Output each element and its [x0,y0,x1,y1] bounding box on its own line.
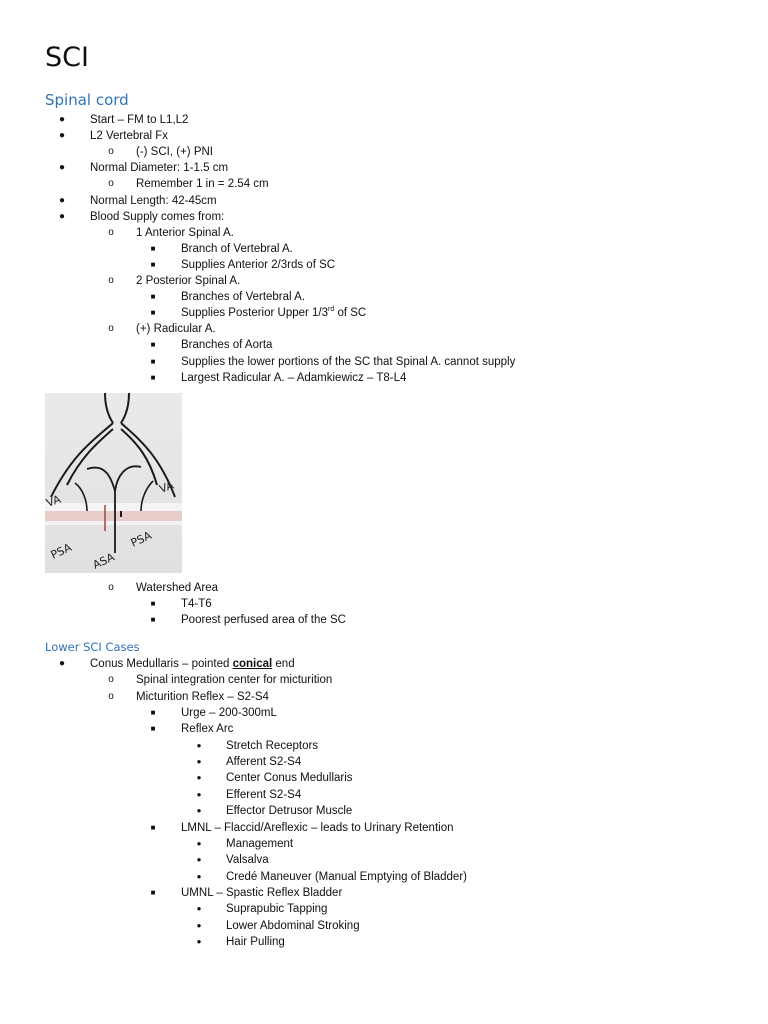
superscript: rd [328,306,335,314]
list-item [0,612,768,628]
bullet-marker: ■ [150,615,156,625]
list-item [0,144,768,160]
list-item-text: Credé Maneuver (Manual Emptying of Bladder) [226,870,467,883]
section-heading-spinal-cord: Spinal cord [45,91,129,109]
list-item [0,885,768,901]
list-item-text: Afferent S2-S4 [226,756,302,769]
list-item [0,820,768,836]
list-item [0,305,768,321]
list-item [0,321,768,337]
bullet-marker: ■ [150,708,156,718]
list-item-text: Supplies the lower portions of the SC that Spinal A. cannot supply [181,355,516,368]
list-item-text: Blood Supply comes from: [90,210,225,223]
list-item-text: Hair Pulling [226,935,285,948]
list-item-text: Urge – 200-300mL [181,707,277,720]
bullet-marker: ● [58,114,66,125]
artery-sketch-photo [45,393,182,573]
list-item [0,869,768,885]
section-heading-lower-sci-cases: Lower SCI Cases [45,640,140,654]
bullet-marker: ● [196,855,202,865]
list-item [0,738,768,754]
bullet-marker: o [108,674,114,686]
list-item [0,705,768,721]
bullet-marker: ■ [150,340,156,350]
sketch-label-asa: ASA [90,550,117,572]
bullet-marker: ● [196,806,202,816]
bullet-marker: o [108,226,114,238]
bullet-marker: ■ [150,372,156,382]
list-item [0,112,768,128]
list-item-text: T4-T6 [181,598,212,611]
bullet-marker: ● [196,838,202,848]
bullet-marker: o [108,323,114,335]
list-item [0,787,768,803]
bullet-marker: o [108,275,114,286]
list-item [0,225,768,241]
bullet-marker: ● [196,936,202,946]
list-item-text: Normal Diameter: 1-1.5 cm [90,162,229,175]
list-item-text: Lower Abdominal Stroking [226,919,360,932]
list-item-text: 2 Posterior Spinal A. [136,275,241,287]
bullet-marker: ■ [150,724,156,734]
list-item-text: 1 Anterior Spinal A. [136,226,234,239]
sketch-label-left-psa: PSA [48,540,74,562]
list-item-text: Efferent S2-S4 [226,788,302,801]
list-item [0,918,768,934]
list-item-text: Management [226,837,294,850]
bullet-marker: o [108,582,114,593]
list-item [0,934,768,950]
list-item [0,754,768,770]
bullet-marker: ● [58,194,66,206]
list-item-text: (+) Radicular A. [136,323,216,336]
list-item [0,803,768,819]
bullet-marker: ■ [150,259,156,269]
list-item [0,176,768,192]
list-item [0,337,768,353]
bullet-marker: ■ [150,292,156,302]
bullet-marker: o [108,146,114,158]
list-item [0,672,768,688]
list-item-text: Branches of Aorta [181,339,273,352]
list-item-text: Normal Length: 42-45cm [90,194,217,207]
list-item [0,689,768,705]
list-item-text: Valsalva [226,854,269,867]
list-item-text: Conus Medullaris – pointed conical end [90,658,295,670]
bullet-marker: ■ [150,887,156,897]
list-item [0,901,768,917]
bullet-marker: ● [58,658,66,669]
list-item [0,209,768,225]
list-item [0,580,768,596]
list-item [0,836,768,852]
list-item-text: UMNL – Spastic Reflex Bladder [181,886,343,899]
bullet-marker: ● [196,740,202,750]
artery-sketch-drawing [45,393,182,573]
bullet-marker: ● [58,210,66,222]
emphasized-word: conical [232,658,273,670]
bullet-marker: ● [58,130,66,142]
bullet-marker: ■ [150,822,156,832]
list-item [0,596,768,612]
bullet-marker: ■ [150,356,156,366]
list-item [0,370,768,386]
list-item-text: Spinal integration center for micturition [136,674,333,687]
bullet-marker: ■ [150,599,156,609]
bullet-marker: ■ [150,308,156,318]
list-item-text: Effector Detrusor Muscle [226,805,353,818]
page-title: SCI [45,42,89,73]
list-item [0,273,768,289]
list-item-text: (-) SCI, (+) PNI [136,146,213,159]
list-item-text: Remember 1 in = 2.54 cm [136,178,269,191]
sketch-label-right-va: VA [157,478,176,496]
bullet-marker: ■ [150,243,156,253]
list-item-text: Watershed Area [136,582,219,594]
list-item-text: L2 Vertebral Fx [90,130,168,143]
list-item-text: Branch of Vertebral A. [181,242,293,255]
list-item [0,721,768,737]
list-item [0,160,768,176]
list-item-text: Stretch Receptors [226,739,319,752]
bullet-marker: ● [196,904,202,914]
sketch-label-left-va: VA [45,492,63,510]
list-item [0,257,768,273]
list-item-text: Supplies Posterior Upper 1/3rd of SC [181,306,367,320]
list-item [0,770,768,786]
list-item [0,289,768,305]
bullet-marker: ● [196,789,202,799]
bullet-marker: o [108,690,114,702]
list-item-text: Poorest perfused area of the SC [181,614,346,627]
list-item-text: Branches of Vertebral A. [181,291,306,304]
list-item [0,193,768,209]
list-item-text: Supplies Anterior 2/3rds of SC [181,258,336,271]
bullet-marker: o [108,178,114,190]
list-item [0,128,768,144]
list-item-text: Suprapubic Tapping [226,903,328,916]
list-item [0,354,768,370]
list-item-text: LMNL – Flaccid/Areflexic – leads to Urinary Retention [181,821,454,834]
bullet-marker: ● [196,871,202,881]
bullet-marker: ● [196,757,202,767]
list-item [0,852,768,868]
list-item [0,656,768,672]
list-item-text: Start – FM to L1,L2 [90,114,189,126]
list-item-text: Reflex Arc [181,723,234,736]
list-item-text: Center Conus Medullaris [226,772,353,785]
bullet-marker: ● [196,773,202,783]
bullet-marker: ● [196,920,202,930]
sketch-label-right-psa: PSA [128,528,154,550]
list-item [0,241,768,257]
bullet-marker: ● [58,162,66,174]
list-item-text: Micturition Reflex – S2-S4 [136,690,269,703]
list-item-text: Largest Radicular A. – Adamkiewicz – T8-L4 [181,371,407,384]
